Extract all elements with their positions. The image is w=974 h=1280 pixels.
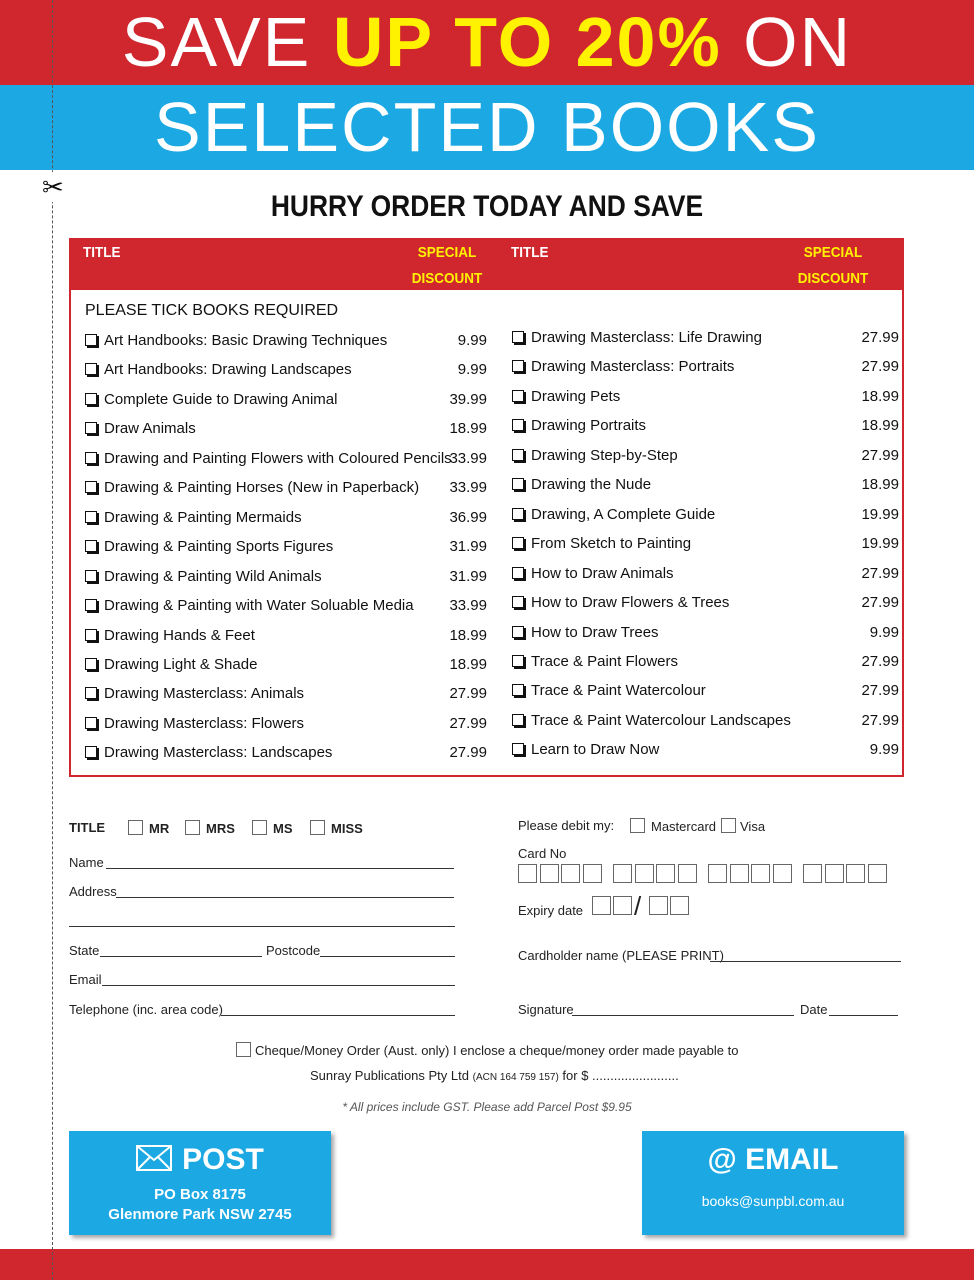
book-checkbox[interactable]	[85, 422, 97, 434]
signature-field[interactable]	[572, 1015, 794, 1016]
cheque-line2	[310, 1068, 679, 1083]
visa-option[interactable]	[721, 818, 765, 834]
book-row[interactable]	[512, 651, 899, 673]
book-row[interactable]	[85, 389, 487, 411]
book-price: 36.99	[449, 508, 487, 526]
address-label: Address	[69, 884, 117, 899]
cheque-amount: for $ ........................	[562, 1068, 679, 1083]
expiry-box[interactable]	[649, 896, 668, 915]
card-digit-box[interactable]	[825, 864, 844, 883]
book-checkbox[interactable]	[512, 684, 524, 696]
name-label: Name	[69, 855, 104, 870]
card-digit-box[interactable]	[730, 864, 749, 883]
book-price: 18.99	[861, 417, 899, 435]
card-digit-box[interactable]	[561, 864, 580, 883]
book-row[interactable]	[512, 680, 899, 702]
book-row[interactable]	[85, 477, 487, 499]
promo-banner-bottom	[0, 85, 974, 170]
col-title-right: TITLE	[511, 244, 549, 261]
scissors-icon: ✂	[42, 172, 64, 202]
col-discount-left-label: DISCOUNT	[411, 270, 483, 287]
card-digit-box[interactable]	[540, 864, 559, 883]
cheque-option[interactable]	[236, 1042, 738, 1058]
book-title: Drawing & Painting Mermaids	[104, 508, 302, 526]
book-row[interactable]	[512, 474, 899, 496]
book-checkbox[interactable]	[85, 334, 97, 346]
book-row[interactable]	[85, 536, 487, 558]
book-checkbox[interactable]	[85, 717, 97, 729]
promo-banner-top	[0, 0, 974, 85]
book-checkbox[interactable]	[512, 596, 524, 608]
col-special-left	[411, 240, 483, 292]
expiry-label: Expiry date	[518, 903, 584, 918]
book-row[interactable]	[85, 654, 487, 676]
promo-on-text: ON	[721, 3, 853, 81]
card-digit-box[interactable]	[518, 864, 537, 883]
book-checkbox[interactable]	[512, 567, 524, 579]
book-checkbox[interactable]	[512, 419, 524, 431]
book-row[interactable]	[85, 566, 487, 588]
card-digit-box[interactable]	[656, 864, 675, 883]
cheque-line1: Cheque/Money Order (Aust. only) I enclose a cheque/money order made payable to	[255, 1043, 739, 1058]
book-title: From Sketch to Painting	[531, 535, 692, 553]
book-row[interactable]	[85, 595, 487, 617]
card-digit-box[interactable]	[751, 864, 770, 883]
book-title: Drawing Masterclass: Animals	[104, 685, 305, 703]
book-title: Drawing Masterclass: Life Drawing	[531, 329, 762, 346]
debit-label: Please debit my:	[518, 818, 615, 833]
card-digit-box[interactable]	[803, 864, 822, 883]
book-row[interactable]	[85, 448, 487, 470]
book-row[interactable]	[512, 533, 899, 555]
book-checkbox[interactable]	[512, 360, 524, 372]
promo-highlight-text: UP TO 20%	[332, 3, 722, 81]
book-checkbox[interactable]	[512, 331, 524, 343]
book-row[interactable]	[512, 739, 899, 761]
email-panel	[642, 1131, 904, 1235]
book-row[interactable]	[512, 504, 899, 526]
card-digit-box[interactable]	[635, 864, 654, 883]
book-price: 27.99	[861, 358, 899, 376]
book-checkbox[interactable]	[85, 629, 97, 641]
book-checkbox[interactable]	[512, 390, 524, 402]
book-title: Drawing Masterclass: Flowers	[104, 714, 305, 732]
book-price: 9.99	[457, 361, 487, 379]
promo-subheadline: SELECTED BOOKS	[154, 88, 820, 166]
book-price: 18.99	[449, 655, 487, 673]
envelope-icon	[136, 1145, 172, 1171]
promo-save-text: SAVE	[121, 3, 333, 81]
book-price: 27.99	[861, 564, 899, 582]
book-checkbox[interactable]	[85, 452, 97, 464]
post-title	[69, 1143, 331, 1177]
book-row[interactable]	[85, 330, 487, 352]
title-label: TITLE	[69, 820, 106, 835]
card-no-label: Card No	[518, 846, 567, 861]
expiry-separator: /	[634, 891, 642, 921]
book-price: 19.99	[861, 505, 899, 523]
book-title: Drawing Masterclass: Landscapes	[104, 744, 333, 762]
title-option-ms[interactable]	[252, 820, 293, 836]
col-special-right-label: SPECIAL	[803, 244, 863, 261]
expiry-box[interactable]	[670, 896, 689, 915]
mastercard-option[interactable]	[630, 818, 716, 834]
book-title: Draw Animals	[104, 420, 196, 438]
visa-label: Visa	[740, 819, 766, 834]
book-row[interactable]	[85, 713, 487, 735]
book-row[interactable]	[512, 356, 899, 378]
post-address-line1: PO Box 8175	[154, 1186, 246, 1203]
book-title: Trace & Paint Watercolour	[531, 682, 706, 700]
book-title: Drawing & Painting Horses (New in Paperback)	[104, 479, 420, 497]
cheque-acn: (ACN 164 759 157)	[472, 1072, 559, 1083]
tick-instruction: PLEASE TICK BOOKS REQUIRED	[85, 302, 339, 319]
card-digit-box[interactable]	[773, 864, 792, 883]
book-row[interactable]	[512, 710, 899, 732]
book-checkbox[interactable]	[512, 537, 524, 549]
email-address[interactable]: books@sunpbl.com.au	[701, 1193, 845, 1209]
mastercard-label: Mastercard	[651, 819, 717, 834]
book-title: Drawing and Painting Flowers with Coloured Pencils	[104, 449, 452, 467]
book-price: 18.99	[861, 476, 899, 494]
book-checkbox[interactable]	[512, 508, 524, 520]
book-checkbox[interactable]	[85, 481, 97, 493]
signature-label: Signature	[518, 1002, 574, 1017]
cardholder-field[interactable]	[710, 961, 901, 962]
name-field[interactable]	[106, 868, 454, 869]
book-title: Complete Guide to Drawing Animal	[104, 390, 338, 408]
book-checkbox[interactable]	[512, 478, 524, 490]
checkbox-ms[interactable]	[252, 820, 267, 835]
book-title: Drawing Step-by-Step	[531, 446, 678, 464]
book-price: 39.99	[449, 390, 487, 408]
book-price: 27.99	[861, 594, 899, 612]
title-option-mr[interactable]	[128, 820, 169, 836]
book-title: Drawing Pets	[531, 387, 621, 405]
book-price: 31.99	[449, 538, 487, 556]
footer-bar	[0, 1249, 974, 1280]
post-panel	[69, 1131, 331, 1235]
state-field[interactable]	[100, 956, 262, 957]
book-title: How to Draw Trees	[531, 623, 659, 641]
book-row[interactable]	[512, 415, 899, 437]
book-title: Drawing Light & Shade	[104, 655, 258, 673]
book-row[interactable]	[512, 563, 899, 585]
book-title: How to Draw Flowers & Trees	[531, 594, 730, 612]
book-checkbox[interactable]	[85, 658, 97, 670]
book-row[interactable]	[512, 327, 899, 349]
date-field[interactable]	[829, 1015, 898, 1016]
postcode-label: Postcode	[266, 943, 321, 958]
email-label: Email	[69, 972, 102, 987]
col-discount-right-label: DISCOUNT	[797, 270, 869, 287]
col-title-left: TITLE	[83, 244, 121, 261]
card-digit-box[interactable]	[868, 864, 887, 883]
card-digit-box[interactable]	[708, 864, 727, 883]
book-price: 18.99	[449, 420, 487, 438]
col-special-right	[797, 240, 869, 292]
book-price: 27.99	[861, 446, 899, 464]
title-option-mrs[interactable]	[185, 820, 235, 836]
book-checkbox[interactable]	[512, 714, 524, 726]
book-price: 19.99	[861, 535, 899, 553]
book-price: 27.99	[861, 329, 899, 346]
card-digit-box[interactable]	[846, 864, 865, 883]
address-field[interactable]	[116, 897, 454, 898]
book-checkbox[interactable]	[512, 743, 524, 755]
book-price: 33.99	[449, 597, 487, 615]
email-title: @ EMAIL	[707, 1143, 839, 1176]
title-option-miss-label: MISS	[331, 821, 363, 836]
post-address-line2: Glenmore Park NSW 2745	[108, 1206, 292, 1223]
book-title: Drawing Masterclass: Portraits	[531, 358, 735, 376]
book-checkbox[interactable]	[85, 599, 97, 611]
post-title-text: POST	[182, 1143, 264, 1176]
cardholder-label: Cardholder name (PLEASE PRINT)	[518, 948, 724, 963]
book-checkbox[interactable]	[85, 363, 97, 375]
book-price: 33.99	[449, 449, 487, 467]
postcode-field[interactable]	[320, 956, 455, 957]
address-field-line2[interactable]	[69, 926, 455, 927]
book-checkbox[interactable]	[512, 655, 524, 667]
title-option-miss[interactable]	[310, 820, 363, 836]
book-title: Drawing & Painting Sports Figures	[104, 538, 334, 556]
book-row[interactable]	[85, 742, 487, 764]
title-option-ms-label: MS	[273, 821, 293, 836]
book-price: 18.99	[861, 387, 899, 405]
book-row[interactable]	[85, 418, 487, 440]
book-row[interactable]	[512, 386, 899, 408]
book-title: Learn to Draw Now	[531, 741, 660, 759]
book-row[interactable]	[85, 625, 487, 647]
gst-note: * All prices include GST. Please add Parcel Post $9.95	[342, 1100, 632, 1114]
book-checkbox[interactable]	[85, 687, 97, 699]
email-field[interactable]	[102, 985, 455, 986]
book-price: 27.99	[861, 682, 899, 700]
book-price: 18.99	[449, 626, 487, 644]
checkbox-cheque[interactable]	[236, 1042, 251, 1057]
title-option-mrs-label: MRS	[206, 821, 235, 836]
book-price: 9.99	[869, 623, 899, 641]
promo-headline	[0, 0, 974, 85]
book-title: Art Handbooks: Basic Drawing Techniques	[104, 332, 388, 349]
state-label: State	[69, 943, 100, 958]
book-checkbox[interactable]	[512, 449, 524, 461]
book-price: 31.99	[449, 567, 487, 585]
book-row[interactable]	[512, 445, 899, 467]
book-price: 27.99	[861, 652, 899, 670]
book-title: Drawing, A Complete Guide	[531, 505, 716, 523]
book-title: Art Handbooks: Drawing Landscapes	[104, 361, 352, 379]
book-price: 9.99	[869, 741, 899, 759]
book-checkbox[interactable]	[85, 393, 97, 405]
checkbox-mr[interactable]	[128, 820, 143, 835]
book-checkbox[interactable]	[85, 540, 97, 552]
telephone-label: Telephone (inc. area code)	[69, 1002, 223, 1017]
book-row[interactable]	[85, 359, 487, 381]
checkbox-mrs[interactable]	[185, 820, 200, 835]
book-title: Drawing Hands & Feet	[104, 626, 255, 644]
book-title: Drawing & Painting Wild Animals	[104, 567, 322, 585]
book-title: Drawing Portraits	[531, 417, 647, 435]
book-checkbox[interactable]	[85, 570, 97, 582]
book-row[interactable]	[512, 592, 899, 614]
book-price: 9.99	[457, 332, 487, 349]
book-title: Trace & Paint Watercolour Landscapes	[531, 711, 791, 729]
checkbox-miss[interactable]	[310, 820, 325, 835]
book-price: 27.99	[449, 744, 487, 762]
checkbox-mastercard[interactable]	[630, 818, 645, 833]
book-title: Drawing the Nude	[531, 476, 652, 494]
card-digit-box[interactable]	[583, 864, 602, 883]
book-price: 27.99	[449, 714, 487, 732]
book-title: Trace & Paint Flowers	[531, 652, 678, 670]
book-row[interactable]	[512, 622, 899, 644]
expiry-box[interactable]	[613, 896, 632, 915]
book-price: 33.99	[449, 479, 487, 497]
expiry-box[interactable]	[592, 896, 611, 915]
book-price: 27.99	[861, 711, 899, 729]
order-headline: HURRY ORDER TODAY AND SAVE	[270, 190, 704, 223]
col-special-left-label: SPECIAL	[417, 244, 477, 261]
book-price: 27.99	[449, 685, 487, 703]
book-title: How to Draw Animals	[531, 564, 674, 582]
table-header	[71, 240, 902, 290]
book-order-table	[69, 238, 904, 777]
title-option-mr-label: MR	[149, 821, 170, 836]
telephone-field[interactable]	[221, 1015, 455, 1016]
book-row[interactable]	[85, 507, 487, 529]
date-label: Date	[800, 1002, 828, 1017]
book-checkbox[interactable]	[512, 626, 524, 638]
book-checkbox[interactable]	[85, 746, 97, 758]
book-title: Drawing & Painting with Water Soluable Media	[104, 597, 414, 615]
book-row[interactable]	[85, 683, 487, 705]
card-digit-box[interactable]	[678, 864, 697, 883]
cheque-payee: Sunray Publications Pty Ltd	[310, 1068, 469, 1083]
card-digit-box[interactable]	[613, 864, 632, 883]
checkbox-visa[interactable]	[721, 818, 736, 833]
book-checkbox[interactable]	[85, 511, 97, 523]
